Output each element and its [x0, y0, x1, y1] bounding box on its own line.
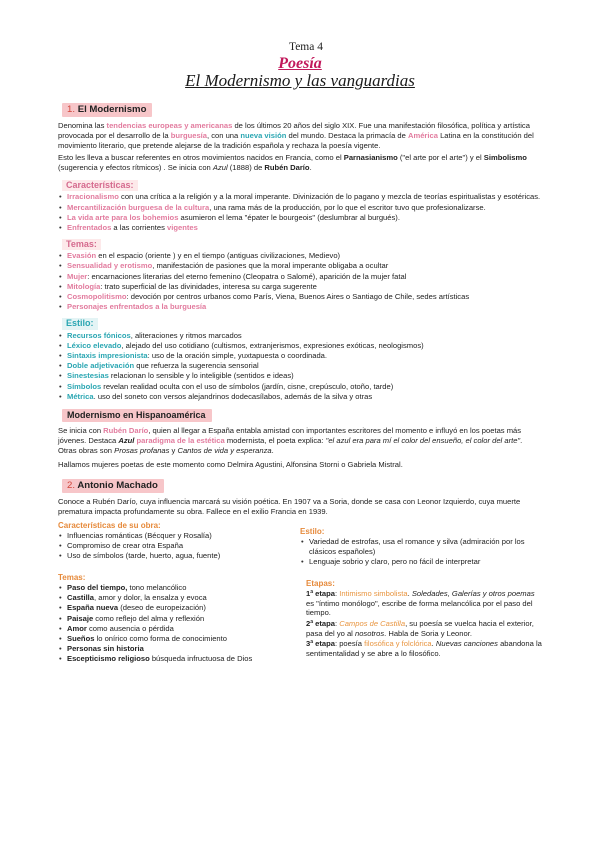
machado-columns-bottom — [58, 572, 542, 666]
text: : — [334, 588, 340, 598]
text: , manifestación de pasiones que la moral imperante obligaba a ocultar — [152, 261, 389, 271]
key-term: Personas sin historia — [67, 644, 144, 654]
estilo-list — [58, 331, 542, 402]
text: modernista, el poeta explica: — [224, 435, 326, 445]
tema-label: Tema 4 — [288, 41, 323, 53]
highlight: Campos de Castilla — [339, 619, 406, 628]
list-item — [58, 203, 542, 213]
highlight: nueva visión — [240, 130, 287, 140]
key-term: Símbolos — [67, 381, 102, 391]
list-item — [58, 341, 542, 351]
section-modernismo — [62, 103, 152, 117]
section-title: El Modernismo — [77, 104, 147, 115]
bold-term: Parnasianismo — [343, 153, 398, 163]
list-item: • Influencias románticas (Bécquer y Rosalía) — [58, 531, 300, 541]
text: : uso de la oración simple, yuxtapuesta o coordinada. — [147, 351, 328, 361]
referents-paragraph — [58, 153, 542, 172]
key-term: Sueños — [67, 633, 95, 643]
section-title: Antonio Machado — [77, 480, 158, 492]
key-term: Sintaxis impresionista — [67, 351, 148, 361]
key-term: Paisaje — [67, 613, 94, 623]
highlight: filosófica y folclórica — [364, 639, 432, 649]
temas-list — [58, 251, 542, 312]
text: revelan realidad oculta con el uso de símbolos (jardín, cisne, crepúsculo, otoño, tarde) — [101, 381, 394, 391]
text: Se inicia con — [58, 426, 104, 436]
etapa-3 — [306, 639, 542, 658]
list-item — [58, 302, 542, 312]
highlight: Intimismo simbolista — [339, 588, 408, 598]
machado-paragraph: Conoce a Rubén Darío, cuya influencia marcará su visión poética. En 1907 va a Soria, donde se casa con Leonor Izquierdo, cuya muerte prematura impacta profundamente su obra. Fallece en el exilio Francia en 1939. — [58, 497, 521, 516]
subsection-estilo: Estilo: — [62, 318, 98, 330]
list-item — [58, 624, 294, 634]
list-item — [58, 654, 294, 664]
emphasis: nosotros — [354, 628, 385, 638]
section-machado — [62, 479, 164, 493]
work-title: Azul — [212, 163, 228, 173]
text: es "íntimo monólogo", escribe de forma melancólica por el paso del tiempo. — [306, 598, 533, 618]
key-term: vigentes — [167, 223, 198, 233]
list-item — [58, 331, 542, 341]
list-item — [58, 644, 294, 654]
machado-estilo — [300, 520, 542, 569]
text: . uso del soneto con versos alejandrinos dodecasílabos, además de la silva y otras — [93, 391, 373, 401]
text: tono melancólico — [127, 582, 187, 592]
etapa-1 — [306, 589, 542, 618]
machado-temas-list — [58, 583, 294, 664]
key-term: España nueva — [67, 603, 119, 613]
text: , su poesía se vuelca hacia el exterior, pasa del yo al — [306, 619, 534, 638]
text: búsqueda infructuosa de Dios — [149, 654, 253, 664]
key-term: Mujer — [67, 271, 88, 281]
section-number: 1. — [67, 104, 76, 115]
machado-estilo-list — [300, 537, 542, 567]
list-item — [58, 272, 542, 282]
key-term: Enfrentados — [67, 223, 112, 233]
key-term: Escepticismo religioso — [67, 654, 150, 664]
text: . — [309, 163, 312, 173]
key-term: Paso del tiempo, — [67, 582, 128, 592]
list-item — [58, 351, 542, 361]
text: . — [431, 639, 436, 649]
machado-caracteristicas — [58, 520, 300, 569]
key-term: Personajes enfrentados a la burguesía — [67, 302, 207, 312]
text: . Habla de Soria y Leonor. — [384, 628, 472, 638]
list-item — [58, 261, 542, 271]
text: en el espacio (oriente ) y en el tiempo (antiguas civilizaciones, Medievo) — [96, 251, 341, 261]
list-item — [58, 371, 542, 381]
section-title: Modernismo en Hispanoamérica — [67, 409, 206, 420]
highlight: paradigma de la estética — [134, 435, 225, 445]
machado-temas — [58, 572, 294, 666]
key-term: Léxico elevado — [67, 340, 122, 350]
text: Latina en la constitución del movimiento literario, que pretende alejarse de la tradición española y rechaza la poesía vigente. — [58, 130, 534, 150]
caracteristicas-list — [58, 192, 542, 232]
text: , aliteraciones y ritmos marcados — [130, 330, 242, 340]
text: , amor y dolor, la ensalza y evoca — [94, 593, 207, 603]
text: con una crítica a la religión y a la moral imperante. Divinización de lo pagano y mezcla de teorías espiritualistas y esotéricas. — [118, 192, 541, 202]
column-heading: Estilo: — [300, 526, 325, 536]
author: Rubén Darío — [264, 163, 310, 173]
women-poets-paragraph: Hallamos mujeres poetas de este momento como Delmira Agustini, Alfonsina Storni o Gabriela Mistral. — [58, 460, 403, 470]
text: . — [407, 588, 412, 598]
text: . — [271, 445, 274, 455]
text: como reflejo del alma y reflexión — [93, 613, 205, 623]
list-item — [58, 634, 294, 644]
work-title: Nuevas canciones — [435, 639, 498, 649]
list-item: • Variedad de estrofas, usa el romance y silva (admiración por los clásicos españoles) — [300, 537, 542, 556]
hispanoamerica-paragraph — [58, 426, 542, 455]
section-number: 2. — [67, 480, 76, 492]
text: de los últimos 20 años del siglo XIX. Fue una manifestación filosófica, política y artística provocada por el desarrollo de la — [58, 121, 530, 140]
list-item — [58, 603, 294, 613]
page-title: El Modernismo y las vanguardias — [185, 71, 415, 91]
machado-caract-list — [58, 531, 300, 561]
key-term: La vida arte para los bohemios — [67, 212, 179, 222]
key-term: Mercantilización burguesa de la cultura — [67, 202, 210, 212]
intro-paragraph — [58, 121, 542, 150]
text: Denomina las — [58, 121, 107, 131]
subsection-temas: Temas: — [62, 239, 101, 251]
section-hispanoamerica — [62, 409, 212, 423]
text: relacionan lo sensible y lo inteligible (sentidos e ideas) — [108, 371, 294, 381]
column-heading: Etapas: — [306, 578, 335, 588]
list-item — [58, 192, 542, 202]
text: Esto les lleva a buscar referentes en otros movimientos nacidos en Francia, como el — [58, 153, 344, 163]
text: (deseo de europeización) — [118, 603, 206, 613]
machado-columns-top — [58, 520, 542, 569]
work-title: Azul — [118, 435, 135, 445]
text: y — [169, 445, 178, 455]
list-item — [58, 382, 542, 392]
key-term: Evasión — [67, 251, 97, 261]
list-item — [58, 614, 294, 624]
key-term: Irracionalismo — [67, 192, 119, 202]
work-title: Soledades, Galerías y otros poemas — [411, 588, 535, 598]
list-item — [58, 593, 294, 603]
list-item: • Uso de símbolos (tarde, huerto, agua, fuente) — [58, 551, 300, 561]
text: : — [334, 619, 340, 628]
text: del mundo. Destaca la primacía de — [286, 130, 408, 140]
text: asumieron el lema "épater le bourgeois" (deslumbrar al burgués). — [178, 212, 400, 222]
quote: "el azul era para mí el color del ensueño, el color del arte" — [325, 435, 521, 445]
list-item — [58, 251, 542, 261]
key-term: Amor — [67, 623, 87, 633]
text: , quien al llegar a España entabla amistad con importantes escritores del momento e influyó en los poetas más jóvenes. Destaca — [58, 426, 522, 445]
bold-term: Simbolismo — [483, 153, 527, 163]
etapa-label: 1ª etapa — [306, 588, 335, 598]
text: : encarnaciones literarias del eterno femenino (Cleopatra o Salomé), aparición de la mujer fatal — [87, 271, 407, 281]
key-term: Cosmopolitismo — [67, 292, 127, 302]
list-item — [58, 583, 294, 593]
etapa-2 — [306, 619, 542, 638]
list-item — [58, 282, 542, 292]
header — [58, 40, 542, 91]
key-term: Métrica — [67, 391, 94, 401]
poesia-title: Poesía — [278, 54, 322, 72]
machado-etapas — [294, 572, 542, 666]
key-term: Sensualidad y erotismo — [67, 261, 153, 271]
key-term: Mitología — [67, 281, 101, 291]
highlight: tendencias europeas y americanas — [106, 121, 233, 131]
text: , alejado del uso cotidiano (cultismos, extranjerismos, expresiones exóticas, neologismos) — [121, 340, 424, 350]
list-item: • Lenguaje sobrio y claro, pero no fácil de interpretar — [300, 557, 542, 567]
list-item — [58, 223, 542, 233]
text: lo onírico como forma de conocimiento — [94, 633, 227, 643]
list-item: • Compromiso de crear otra España — [58, 541, 300, 551]
list-item — [58, 213, 542, 223]
key-term: Sinestesias — [67, 371, 109, 381]
work-title: Prosas profanas — [114, 445, 170, 455]
text: ("el arte por el arte") y el — [397, 153, 484, 163]
list-item — [58, 361, 542, 371]
text: abandona la sentimentalidad y se abre a lo filosófico. — [306, 639, 542, 659]
key-term: Castilla — [67, 593, 95, 603]
text: , con una — [207, 130, 241, 140]
text: , una rama más de la producción, por lo que el escritor tuvo que profesionalizarse. — [209, 202, 486, 212]
subsection-caracteristicas: Características: — [62, 180, 138, 192]
text: : trato superficial de las divinidades, interesa su carga sugerente — [100, 281, 317, 291]
column-heading: Temas: — [58, 572, 86, 582]
highlight: burguesía — [170, 130, 208, 140]
work-title: Cantos de vida y esperanza — [177, 445, 272, 455]
text: como ausencia o pérdida — [86, 623, 174, 633]
highlight: América — [407, 130, 438, 140]
list-item — [58, 392, 542, 402]
text: . Otras obras son — [58, 435, 523, 455]
text: (1888) de — [227, 163, 265, 173]
highlight: Rubén Darío — [103, 426, 149, 436]
text: a las corrientes — [111, 223, 168, 233]
etapa-label: 3ª etapa — [306, 639, 335, 649]
etapa-label: 2ª etapa — [306, 619, 335, 628]
text: : devoción por centros urbanos como París, Viena, Buenos Aires o Santiago de Chile, sedes artísticas — [126, 292, 470, 302]
text: que refuerza la sugerencia sensorial — [134, 361, 259, 371]
key-term: Recursos fónicos — [67, 330, 131, 340]
text: : poesía — [334, 639, 365, 649]
list-item — [58, 292, 542, 302]
column-heading: Características de su obra: — [58, 520, 161, 530]
text: (sugerencia y efectos rítmicos) . Se inicia con — [58, 163, 213, 173]
key-term: Doble adjetivación — [67, 361, 135, 371]
